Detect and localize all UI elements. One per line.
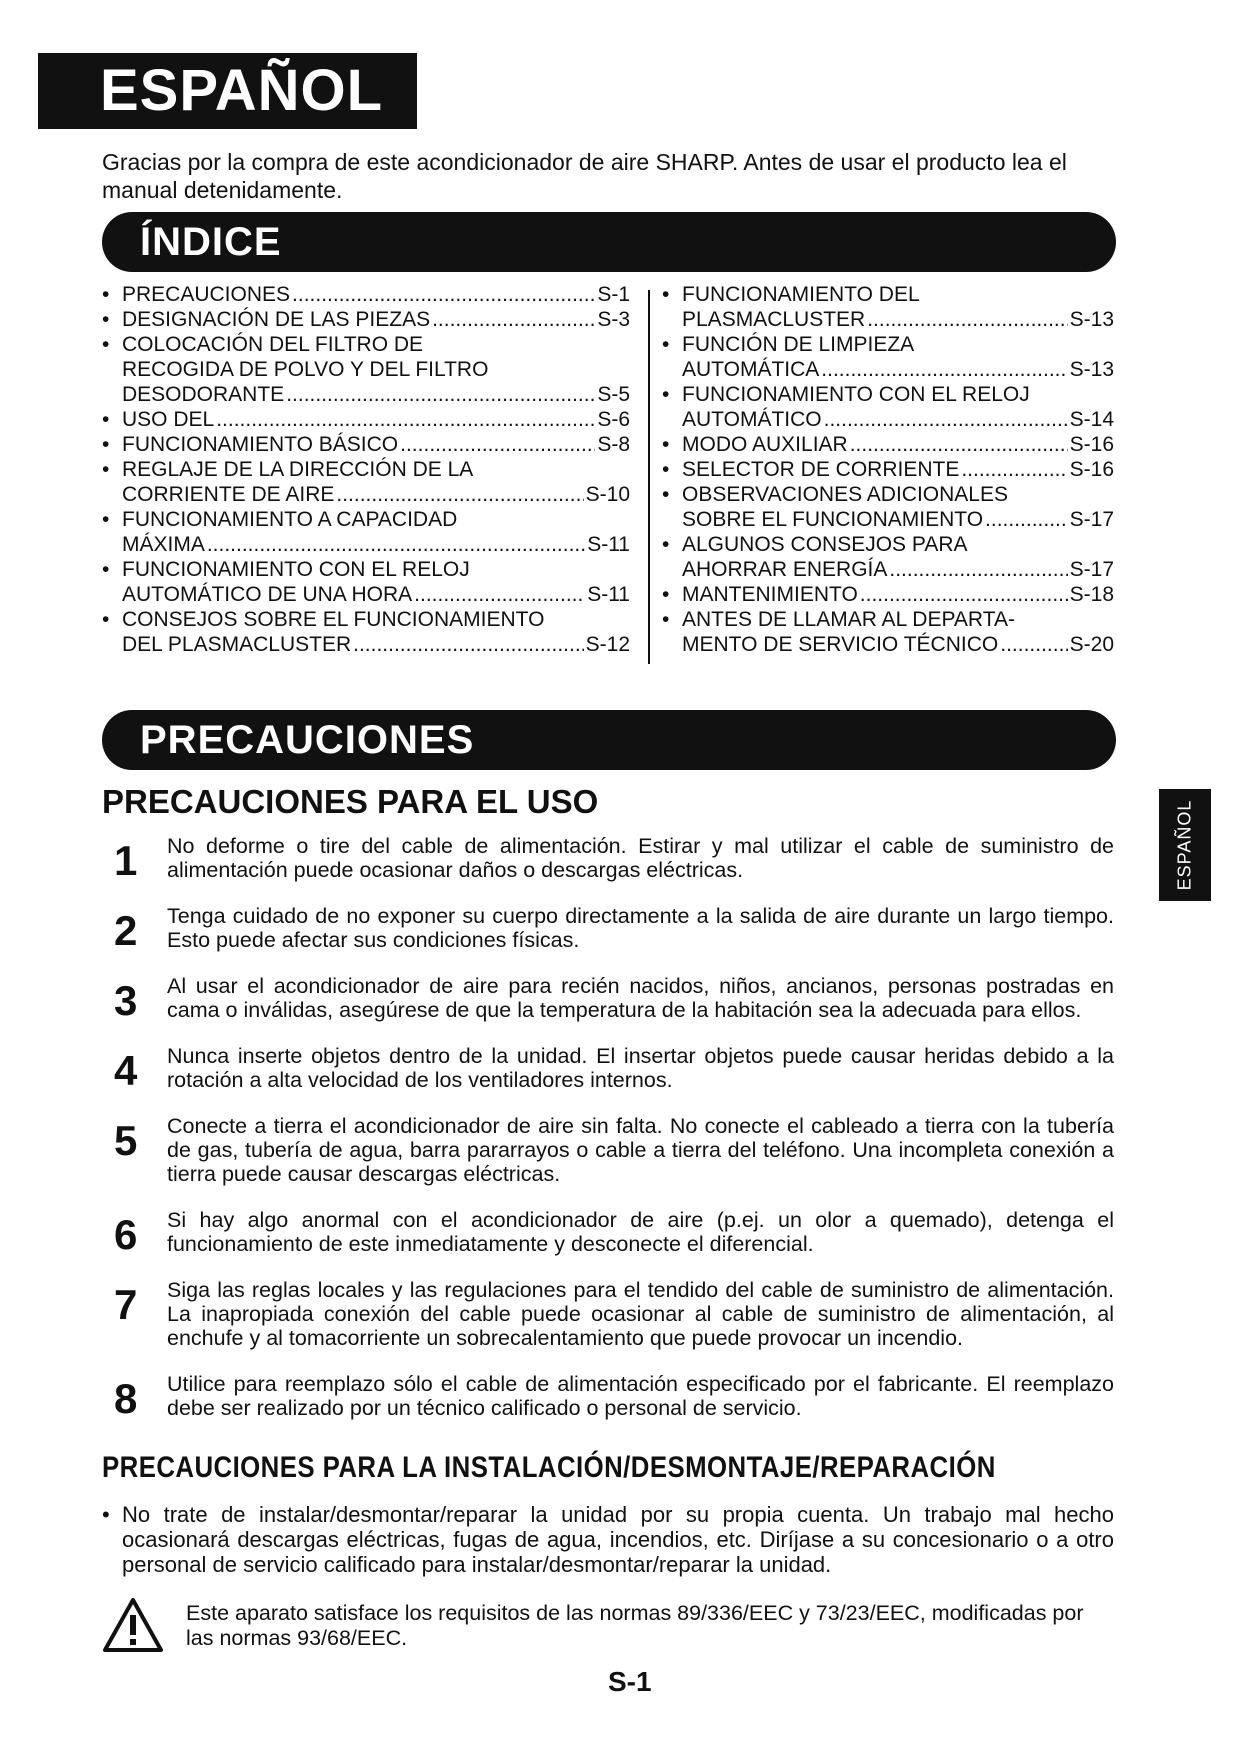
index-entry-page: S-13 <box>1069 308 1114 331</box>
index-entry-line <box>122 382 630 407</box>
index-entry <box>660 332 1114 382</box>
index-entry-label: MENTO DE SERVICIO TÉCNICO <box>682 633 999 656</box>
index-entry <box>660 482 1114 532</box>
precaution-number: 3 <box>114 977 138 1024</box>
precaution-text: Conecte a tierra el acondicionador de aire sin falta. No conecte el cableado a tierra con la tubería de gas, tubería de agua, barra pararrayos o cable a tierra del teléfono. Una incompleta conexión a tierra puede causar descargas eléctricas. <box>167 1114 1114 1186</box>
index-entry-text: • FUNCIÓN DE LIMPIEZA <box>682 333 915 356</box>
index-entry-leader <box>985 507 1068 532</box>
intro-paragraph: Gracias por la compra de este acondicionador de aire SHARP. Antes de usar el producto lea el manual detenidamente. <box>102 149 1067 203</box>
index-entry-leader <box>821 357 1067 382</box>
index-entry-page: S-17 <box>1069 558 1114 581</box>
language-side-tab <box>1159 789 1211 901</box>
index-entry-label: • FUNCIONAMIENTO BÁSICO <box>122 433 399 456</box>
index-entry-leader <box>889 557 1067 582</box>
index-entry-leader <box>400 432 595 457</box>
index-entry-text: • OBSERVACIONES ADICIONALES <box>682 483 1008 506</box>
precaution-item <box>102 904 1114 952</box>
index-entry-leader <box>292 282 595 307</box>
index-entry-leader <box>414 582 585 607</box>
compliance-note: Este aparato satisface los requisitos de las normas 89/336/EEC y 73/23/EEC, modificadas por las normas 93/68/EEC. <box>186 1601 1084 1650</box>
index-entry-label: DESODORANTE <box>122 383 285 406</box>
index-entry-label: PLASMACLUSTER <box>682 308 866 331</box>
index-entry-label: MÁXIMA <box>122 533 205 556</box>
index-entry-leader <box>860 582 1068 607</box>
index-title: ÍNDICE <box>140 220 282 264</box>
index-entry-text: • ANTES DE LLAMAR AL DEPARTA- <box>682 608 1015 631</box>
index-entry-page: S-12 <box>585 633 630 656</box>
index-entry-leader <box>336 482 583 507</box>
index-list-right <box>660 282 1114 657</box>
precaution-number: 8 <box>114 1375 138 1422</box>
index-entry-leader <box>1000 632 1067 657</box>
precaution-number: 4 <box>114 1047 138 1094</box>
index-entry-label: DEL PLASMACLUSTER <box>122 633 352 656</box>
index-entry-label: SOBRE EL FUNCIONAMIENTO <box>682 508 984 531</box>
index-entry <box>100 407 630 432</box>
precaution-item <box>102 1372 1114 1420</box>
index-entry <box>100 607 630 657</box>
language-side-tab-label: ESPAÑOL <box>1174 799 1195 891</box>
index-entry-line <box>122 407 630 432</box>
precaution-item <box>102 1208 1114 1256</box>
index-entry-line <box>682 432 1114 457</box>
language-header-block <box>38 53 417 129</box>
precautions-banner <box>102 710 1116 770</box>
index-entry-label: • MODO AUXILIAR <box>682 433 848 456</box>
index-entry-line <box>682 582 1114 607</box>
index-entry <box>660 607 1114 657</box>
precaution-number: 6 <box>114 1211 138 1258</box>
index-entry-label: AHORRAR ENERGÍA <box>682 558 888 581</box>
precaution-item <box>102 1114 1114 1186</box>
index-entry-page: S-11 <box>587 533 630 556</box>
index-entry-page: S-10 <box>585 483 630 506</box>
index-entry <box>660 282 1114 332</box>
index-entry-label: • DESIGNACIÓN DE LAS PIEZAS <box>122 308 431 331</box>
index-entry-label: CORRIENTE DE AIRE <box>122 483 335 506</box>
language-title: ESPAÑOL <box>100 58 384 123</box>
index-entry-page: S-6 <box>597 408 630 431</box>
precaution-text: Nunca inserte objetos dentro de la unidad. El insertar objetos puede causar heridas debido a la rotación a alta velocidad de los ventiladores internos. <box>167 1044 1114 1092</box>
precaution-text: Al usar el acondicionador de aire para recién nacidos, niños, ancianos, personas postradas en cama o inválidas, asegúrese de que la temperatura de la habitación sea la adecuada para ellos. <box>167 974 1114 1022</box>
index-entry-leader <box>216 407 595 432</box>
index-column-divider <box>648 290 650 664</box>
use-precautions-list <box>102 834 1114 1442</box>
index-entry-label: AUTOMÁTICO DE UNA HORA <box>122 583 413 606</box>
index-entry-line <box>122 432 630 457</box>
index-entry <box>660 457 1114 482</box>
index-entry-text: • FUNCIONAMIENTO DEL <box>682 283 920 306</box>
index-entry-label: AUTOMÁTICA <box>682 358 820 381</box>
precaution-text: Utilice para reemplazo sólo el cable de alimentación especificado por el fabricante. El reemplazo debe ser realizado por un técnico calificado o personal de servicio. <box>167 1372 1114 1420</box>
index-entry-leader <box>850 432 1068 457</box>
warning-triangle-icon <box>102 1597 164 1653</box>
index-entry-leader <box>961 457 1067 482</box>
index-entry <box>660 382 1114 432</box>
index-entry-line <box>682 357 1114 382</box>
precaution-item <box>102 974 1114 1022</box>
index-entry-line <box>122 307 630 332</box>
precaution-number: 7 <box>114 1281 138 1328</box>
index-entry-leader <box>353 632 584 657</box>
index-banner <box>102 212 1116 272</box>
index-entry <box>100 432 630 457</box>
index-entry-line <box>122 282 630 307</box>
index-entry-label: • USO DEL <box>122 408 215 431</box>
index-entry-text: • FUNCIONAMIENTO CON EL RELOJ <box>122 558 470 581</box>
precaution-text: No deforme o tire del cable de alimentación. Estirar y mal utilizar el cable de suministro de alimentación puede ocasionar daños o descargas eléctricas. <box>167 834 1114 882</box>
index-entry-label: • PRECAUCIONES <box>122 283 291 306</box>
index-entry-page: S-16 <box>1069 458 1114 481</box>
index-entry-page: S-17 <box>1069 508 1114 531</box>
index-entry-page: S-5 <box>597 383 630 406</box>
installation-precaution-item: • No trate de instalar/desmontar/reparar la unidad por su propia cuenta. Un trabajo mal hecho ocasionará descargas eléctricas, fugas de agua, incendios, etc. Diríjase a su concesionario o a otro personal de servicio calificado para instalar/desmontar/reparar la unidad. <box>102 1502 1114 1577</box>
index-entry-line <box>682 507 1114 532</box>
index-entry-line <box>122 582 630 607</box>
precaution-number: 1 <box>114 837 138 884</box>
index-entry-page: S-11 <box>587 583 630 606</box>
index-entry-page: S-20 <box>1069 633 1114 656</box>
index-entry-page: S-18 <box>1069 583 1114 606</box>
index-entry-label: AUTOMÁTICO <box>682 408 822 431</box>
index-entry <box>660 532 1114 582</box>
precaution-number: 5 <box>114 1117 138 1164</box>
precaution-text: Si hay algo anormal con el acondicionador de aire (p.ej. un olor a quemado), detenga el funcionamiento de este inmediatamente y desconecte el diferencial. <box>167 1208 1114 1256</box>
index-entry-text: • FUNCIONAMIENTO A CAPACIDAD <box>122 508 458 531</box>
index-entry-line <box>122 532 630 557</box>
index-entry <box>100 332 630 407</box>
precautions-title: PRECAUCIONES <box>140 718 475 762</box>
index-entry <box>100 282 630 307</box>
index-entry-leader <box>432 307 595 332</box>
index-entry <box>100 457 630 507</box>
use-precautions-heading: PRECAUCIONES PARA EL USO <box>102 783 599 820</box>
index-entry-leader <box>207 532 585 557</box>
precaution-item <box>102 1278 1114 1350</box>
installation-precautions-heading: PRECAUCIONES PARA LA INSTALACIÓN/DESMONTAJE/REPARACIÓN <box>102 1451 996 1484</box>
index-entry-page: S-16 <box>1069 433 1114 456</box>
index-entry-leader <box>867 307 1067 332</box>
index-entry-line <box>682 307 1114 332</box>
index-entry-page: S-14 <box>1069 408 1114 431</box>
index-entry-label: • MANTENIMIENTO <box>682 583 858 606</box>
index-entry-line <box>682 632 1114 657</box>
index-entry-page: S-3 <box>597 308 630 331</box>
index-entry-text: RECOGIDA DE POLVO Y DEL FILTRO <box>122 358 489 381</box>
index-entry-page: S-8 <box>597 433 630 456</box>
index-entry <box>660 582 1114 607</box>
index-entry-text: • FUNCIONAMIENTO CON EL RELOJ <box>682 383 1030 406</box>
index-entry-label: • SELECTOR DE CORRIENTE <box>682 458 960 481</box>
index-entry-text: • CONSEJOS SOBRE EL FUNCIONAMIENTO <box>122 608 545 631</box>
index-list-left <box>100 282 630 657</box>
precaution-item <box>102 1044 1114 1092</box>
index-entry-text: • REGLAJE DE LA DIRECCIÓN DE LA <box>122 458 474 481</box>
index-entry-line <box>682 407 1114 432</box>
index-entry-leader <box>286 382 595 407</box>
precaution-item <box>102 834 1114 882</box>
precaution-number: 2 <box>114 907 138 954</box>
page-number: S-1 <box>608 1666 652 1697</box>
index-entry-text: • ALGUNOS CONSEJOS PARA <box>682 533 968 556</box>
precaution-text: Tenga cuidado de no exponer su cuerpo directamente a la salida de aire durante un largo tiempo. Esto puede afectar sus condiciones físicas. <box>167 904 1114 952</box>
index-entry-page: S-13 <box>1069 358 1114 381</box>
index-entry-line <box>122 482 630 507</box>
index-entry-leader <box>824 407 1068 432</box>
index-entry-line <box>122 632 630 657</box>
index-entry-text: • COLOCACIÓN DEL FILTRO DE <box>122 333 424 356</box>
index-entry-line <box>682 457 1114 482</box>
index-entry <box>100 307 630 332</box>
index-entry <box>100 507 630 557</box>
precaution-text: Siga las reglas locales y las regulaciones para el tendido del cable de suministro de alimentación. La inapropiada conexión del cable puede ocasionar al cable de suministro de alimentación, al enchufe y al tomacorriente un sobrecalentamiento que puede provocar un incendio. <box>167 1278 1114 1350</box>
index-entry-page: S-1 <box>597 283 630 306</box>
index-entry <box>660 432 1114 457</box>
index-entry <box>100 557 630 607</box>
index-entry-line <box>682 557 1114 582</box>
